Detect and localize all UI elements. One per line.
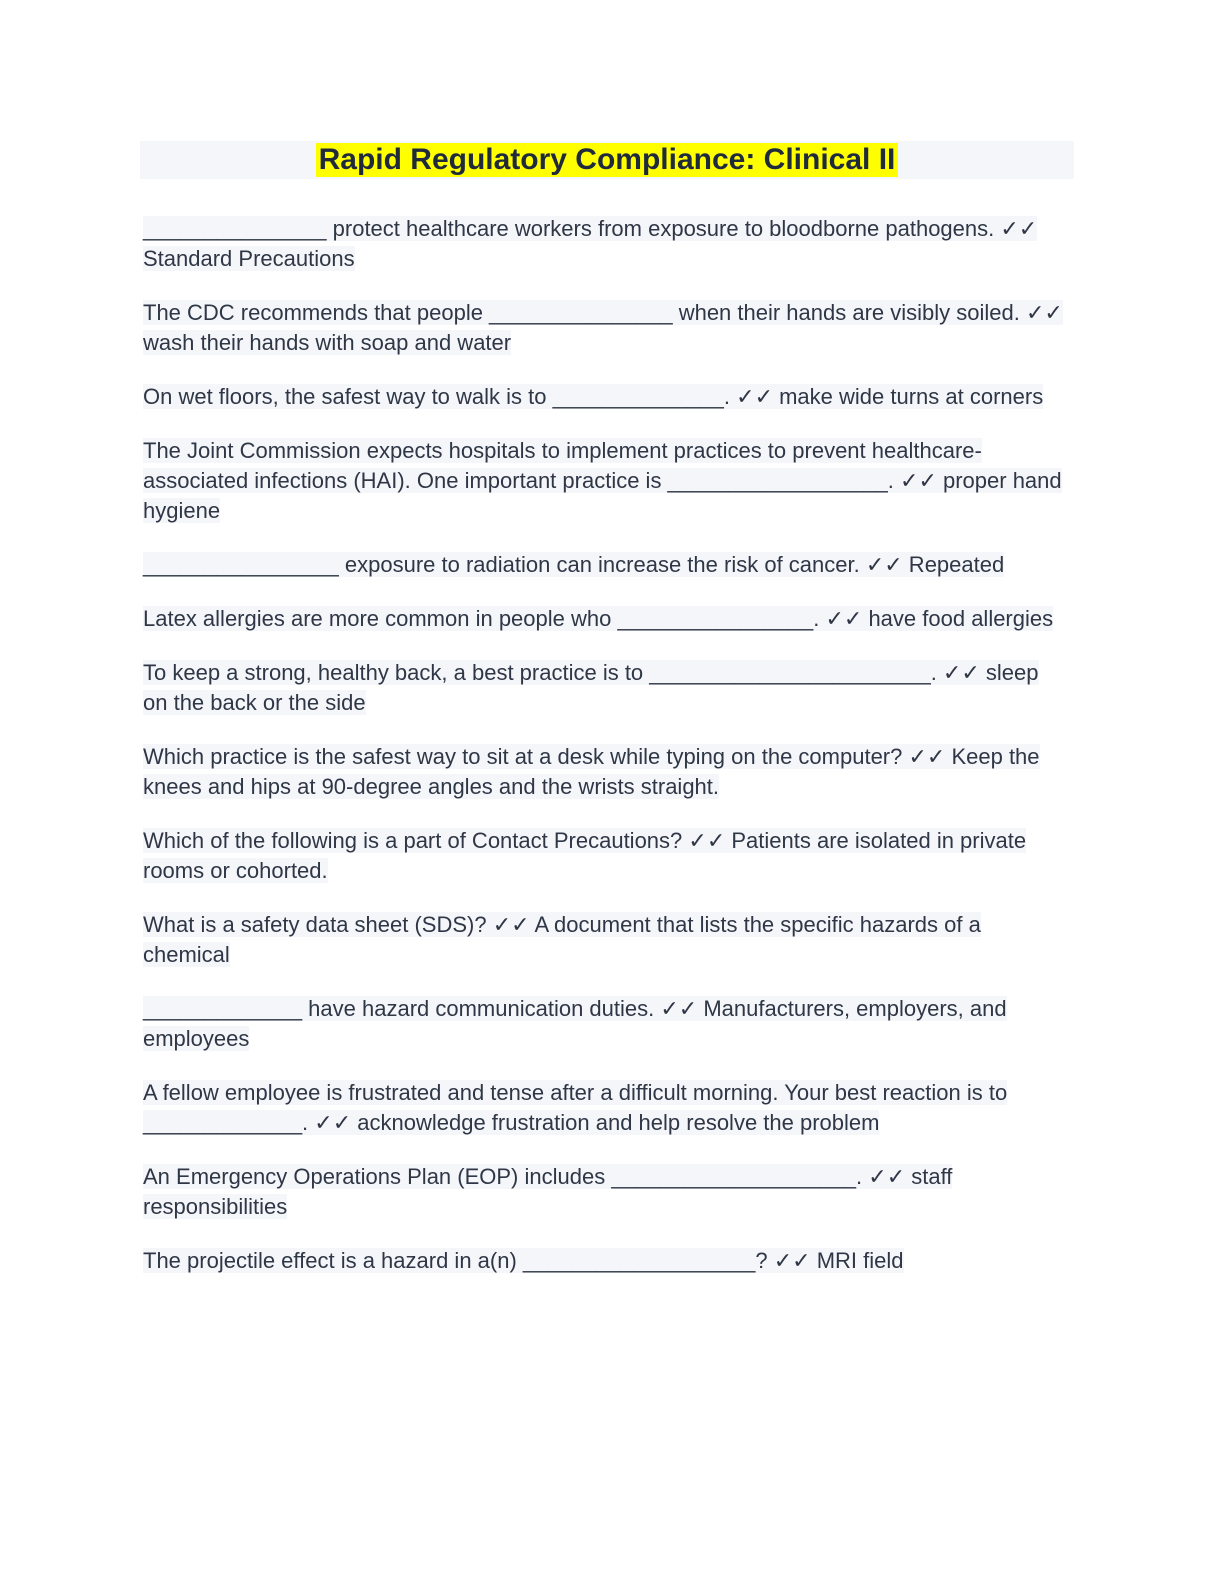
qa-list xyxy=(143,214,1068,1300)
qa-item-12 xyxy=(143,1078,1068,1138)
qa-item-8 xyxy=(143,742,1068,802)
qa-item-14 xyxy=(143,1246,1068,1276)
qa-text: The CDC recommends that people _______________ when their hands are visibly soiled. ✓✓ wash their hands with soap and water xyxy=(143,300,1063,355)
qa-text: To keep a strong, healthy back, a best practice is to _______________________. ✓✓ sleep on the back or the side xyxy=(143,660,1039,715)
qa-text: _____________ have hazard communication duties. ✓✓ Manufacturers, employers, and employees xyxy=(143,996,1007,1051)
qa-item-4 xyxy=(143,436,1068,526)
title-band xyxy=(140,141,1074,179)
qa-text: The projectile effect is a hazard in a(n) ___________________? ✓✓ MRI field xyxy=(143,1248,904,1273)
qa-item-1 xyxy=(143,214,1068,274)
qa-item-10 xyxy=(143,910,1068,970)
qa-item-7 xyxy=(143,658,1068,718)
qa-item-6 xyxy=(143,604,1068,634)
qa-text: Latex allergies are more common in people who ________________. ✓✓ have food allergies xyxy=(143,606,1054,631)
qa-text: On wet floors, the safest way to walk is to ______________. ✓✓ make wide turns at corners xyxy=(143,384,1044,409)
qa-text: A fellow employee is frustrated and tense after a difficult morning. Your best reaction is to _____________. ✓✓ acknowledge frustration and help resolve the problem xyxy=(143,1080,1008,1135)
qa-item-3 xyxy=(143,382,1068,412)
qa-text: Which of the following is a part of Contact Precautions? ✓✓ Patients are isolated in private rooms or cohorted. xyxy=(143,828,1027,883)
qa-text: The Joint Commission expects hospitals to implement practices to prevent healthcare-associated infections (HAI). One important practice is __________________. ✓✓ proper hand hygiene xyxy=(143,438,1062,523)
document-title: Rapid Regulatory Compliance: Clinical II xyxy=(316,143,899,177)
qa-item-13 xyxy=(143,1162,1068,1222)
qa-text: ________________ exposure to radiation can increase the risk of cancer. ✓✓ Repeated xyxy=(143,552,1005,577)
qa-text: What is a safety data sheet (SDS)? ✓✓ A document that lists the specific hazards of a chemical xyxy=(143,912,981,967)
qa-text: _______________ protect healthcare workers from exposure to bloodborne pathogens. ✓✓ Standard Precautions xyxy=(143,216,1038,271)
qa-item-9 xyxy=(143,826,1068,886)
qa-item-2 xyxy=(143,298,1068,358)
qa-text: Which practice is the safest way to sit at a desk while typing on the computer? ✓✓ Keep the knees and hips at 90-degree angles and the wrists straight. xyxy=(143,744,1040,799)
qa-item-11 xyxy=(143,994,1068,1054)
qa-text: An Emergency Operations Plan (EOP) includes ____________________. ✓✓ staff responsibilities xyxy=(143,1164,953,1219)
qa-item-5 xyxy=(143,550,1068,580)
